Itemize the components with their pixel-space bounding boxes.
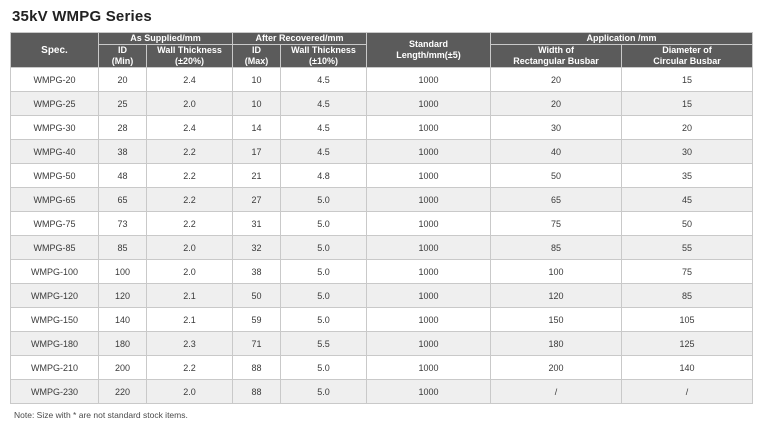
cell-spec: WMPG-40	[11, 140, 99, 164]
cell-id-min: 65	[99, 188, 147, 212]
cell-wall-supplied: 2.0	[147, 236, 233, 260]
cell-id-max: 17	[233, 140, 281, 164]
cell-id-min: 28	[99, 116, 147, 140]
cell-length: 1000	[367, 92, 491, 116]
cell-spec: WMPG-75	[11, 212, 99, 236]
cell-width-rect: 75	[491, 212, 622, 236]
cell-length: 1000	[367, 116, 491, 140]
table-header	[11, 33, 753, 68]
cell-dia-circ: 30	[622, 140, 753, 164]
header-standard-length	[367, 33, 491, 68]
cell-length: 1000	[367, 260, 491, 284]
cell-length: 1000	[367, 236, 491, 260]
header-width-rectangular-busbar	[491, 45, 622, 68]
cell-id-max: 50	[233, 284, 281, 308]
cell-dia-circ: 105	[622, 308, 753, 332]
cell-wall-supplied: 2.2	[147, 140, 233, 164]
cell-wall-supplied: 2.2	[147, 212, 233, 236]
table-row	[11, 212, 753, 236]
cell-length: 1000	[367, 164, 491, 188]
cell-width-rect: 100	[491, 260, 622, 284]
header-row-groups	[11, 33, 753, 45]
cell-id-min: 38	[99, 140, 147, 164]
cell-id-max: 10	[233, 92, 281, 116]
cell-wall-supplied: 2.4	[147, 68, 233, 92]
cell-width-rect: 20	[491, 92, 622, 116]
cell-wall-recovered: 5.0	[281, 188, 367, 212]
cell-dia-circ: 50	[622, 212, 753, 236]
cell-wall-supplied: 2.0	[147, 380, 233, 404]
cell-id-min: 25	[99, 92, 147, 116]
cell-spec: WMPG-65	[11, 188, 99, 212]
cell-wall-recovered: 5.0	[281, 212, 367, 236]
cell-dia-circ: 15	[622, 68, 753, 92]
table-row	[11, 188, 753, 212]
cell-id-min: 85	[99, 236, 147, 260]
cell-spec: WMPG-230	[11, 380, 99, 404]
header-dia-circ-line2: Circular Busbar	[653, 56, 721, 66]
cell-dia-circ: 35	[622, 164, 753, 188]
cell-dia-circ: 75	[622, 260, 753, 284]
table-note: Note: Size with * are not standard stock items.	[14, 410, 188, 420]
cell-wall-recovered: 4.5	[281, 116, 367, 140]
cell-width-rect: 20	[491, 68, 622, 92]
cell-id-min: 220	[99, 380, 147, 404]
cell-wall-recovered: 4.5	[281, 140, 367, 164]
cell-width-rect: 85	[491, 236, 622, 260]
cell-length: 1000	[367, 140, 491, 164]
cell-id-max: 21	[233, 164, 281, 188]
table-row	[11, 140, 753, 164]
cell-length: 1000	[367, 284, 491, 308]
table-body	[11, 68, 753, 404]
cell-id-min: 180	[99, 332, 147, 356]
cell-wall-supplied: 2.2	[147, 356, 233, 380]
cell-wall-supplied: 2.1	[147, 284, 233, 308]
cell-width-rect: /	[491, 380, 622, 404]
cell-dia-circ: 45	[622, 188, 753, 212]
header-wall-recovered	[281, 45, 367, 68]
cell-id-min: 120	[99, 284, 147, 308]
cell-length: 1000	[367, 308, 491, 332]
table-row	[11, 356, 753, 380]
cell-spec: WMPG-25	[11, 92, 99, 116]
header-diameter-circular-busbar	[622, 45, 753, 68]
cell-spec: WMPG-85	[11, 236, 99, 260]
cell-wall-supplied: 2.3	[147, 332, 233, 356]
cell-width-rect: 30	[491, 116, 622, 140]
cell-id-min: 73	[99, 212, 147, 236]
table-row	[11, 332, 753, 356]
table-row	[11, 116, 753, 140]
cell-spec: WMPG-30	[11, 116, 99, 140]
cell-width-rect: 65	[491, 188, 622, 212]
cell-id-min: 100	[99, 260, 147, 284]
cell-spec: WMPG-180	[11, 332, 99, 356]
cell-dia-circ: 140	[622, 356, 753, 380]
cell-dia-circ: /	[622, 380, 753, 404]
cell-id-max: 59	[233, 308, 281, 332]
cell-wall-recovered: 5.0	[281, 284, 367, 308]
cell-id-max: 10	[233, 68, 281, 92]
header-spec: Spec.	[11, 33, 99, 68]
cell-id-max: 88	[233, 356, 281, 380]
table-row	[11, 308, 753, 332]
cell-length: 1000	[367, 188, 491, 212]
header-id-min-line2: (Min)	[111, 56, 134, 66]
cell-wall-supplied: 2.2	[147, 164, 233, 188]
cell-spec: WMPG-210	[11, 356, 99, 380]
cell-wall-supplied: 2.0	[147, 92, 233, 116]
cell-wall-supplied: 2.0	[147, 260, 233, 284]
cell-length: 1000	[367, 68, 491, 92]
cell-dia-circ: 125	[622, 332, 753, 356]
header-group-after-recovered: After Recovered/mm	[233, 33, 367, 45]
cell-dia-circ: 85	[622, 284, 753, 308]
cell-id-min: 48	[99, 164, 147, 188]
cell-wall-recovered: 5.0	[281, 236, 367, 260]
header-wall-recovered-line1: Wall Thickness	[291, 45, 356, 55]
cell-width-rect: 180	[491, 332, 622, 356]
cell-width-rect: 150	[491, 308, 622, 332]
cell-width-rect: 50	[491, 164, 622, 188]
cell-spec: WMPG-150	[11, 308, 99, 332]
cell-spec: WMPG-120	[11, 284, 99, 308]
cell-spec: WMPG-20	[11, 68, 99, 92]
cell-spec: WMPG-50	[11, 164, 99, 188]
header-standard-length-line1: Standard	[409, 39, 449, 49]
header-standard-length-line2: Length/mm(±5)	[396, 50, 461, 60]
cell-width-rect: 200	[491, 356, 622, 380]
cell-wall-recovered: 4.8	[281, 164, 367, 188]
cell-wall-recovered: 4.5	[281, 68, 367, 92]
header-wall-supplied	[147, 45, 233, 68]
cell-length: 1000	[367, 356, 491, 380]
header-id-min-line1: ID	[118, 45, 127, 55]
cell-width-rect: 40	[491, 140, 622, 164]
header-width-rect-line2: Rectangular Busbar	[513, 56, 599, 66]
header-wall-recovered-line2: (±10%)	[309, 56, 338, 66]
table-row	[11, 260, 753, 284]
cell-wall-recovered: 5.0	[281, 260, 367, 284]
cell-id-max: 71	[233, 332, 281, 356]
header-id-max	[233, 45, 281, 68]
cell-id-max: 27	[233, 188, 281, 212]
cell-width-rect: 120	[491, 284, 622, 308]
header-width-rect-line1: Width of	[538, 45, 574, 55]
header-id-max-line2: (Max)	[244, 56, 269, 66]
cell-wall-supplied: 2.4	[147, 116, 233, 140]
table-row	[11, 236, 753, 260]
cell-id-min: 140	[99, 308, 147, 332]
cell-id-min: 200	[99, 356, 147, 380]
cell-wall-recovered: 5.0	[281, 356, 367, 380]
table-row	[11, 92, 753, 116]
header-id-min	[99, 45, 147, 68]
header-group-application: Application /mm	[491, 33, 753, 45]
table-row	[11, 380, 753, 404]
header-group-as-supplied: As Supplied/mm	[99, 33, 233, 45]
table-row	[11, 284, 753, 308]
cell-wall-recovered: 5.0	[281, 380, 367, 404]
cell-length: 1000	[367, 332, 491, 356]
cell-spec: WMPG-100	[11, 260, 99, 284]
cell-wall-recovered: 5.0	[281, 308, 367, 332]
table-row	[11, 164, 753, 188]
header-id-max-line1: ID	[252, 45, 262, 55]
cell-dia-circ: 15	[622, 92, 753, 116]
cell-id-max: 32	[233, 236, 281, 260]
cell-id-max: 38	[233, 260, 281, 284]
cell-wall-supplied: 2.1	[147, 308, 233, 332]
cell-id-min: 20	[99, 68, 147, 92]
cell-length: 1000	[367, 380, 491, 404]
header-wall-supplied-line2: (±20%)	[175, 56, 204, 66]
cell-dia-circ: 55	[622, 236, 753, 260]
cell-id-max: 14	[233, 116, 281, 140]
header-dia-circ-line1: Diameter of	[662, 45, 712, 55]
cell-wall-recovered: 5.5	[281, 332, 367, 356]
cell-dia-circ: 20	[622, 116, 753, 140]
header-wall-supplied-line1: Wall Thickness	[157, 45, 222, 55]
cell-id-max: 88	[233, 380, 281, 404]
cell-id-max: 31	[233, 212, 281, 236]
page-title: 35kV WMPG Series	[12, 8, 152, 25]
cell-wall-supplied: 2.2	[147, 188, 233, 212]
cell-wall-recovered: 4.5	[281, 92, 367, 116]
cell-length: 1000	[367, 212, 491, 236]
table-row	[11, 68, 753, 92]
specifications-table	[10, 32, 753, 404]
